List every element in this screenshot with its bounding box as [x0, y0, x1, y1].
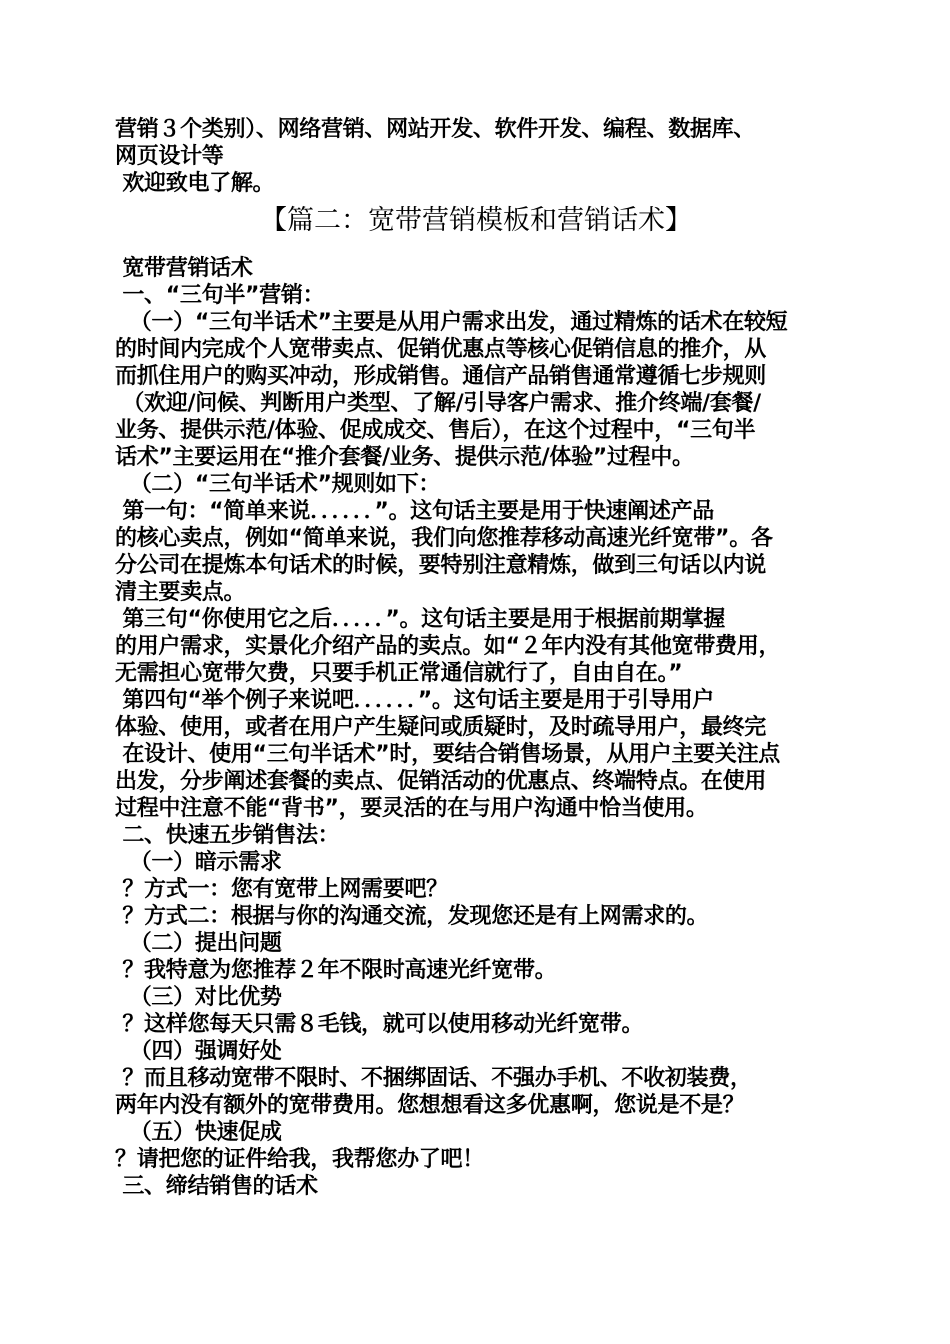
paragraph-line: 无需担心宽带欠费，只要手机正常通信就行了，自由自在。” — [115, 661, 683, 686]
paragraph-line: 第四句“举个例子来说吧．．．．．．”。这句话主要是用于引导用户 — [115, 688, 714, 713]
paragraph-line: 分公司在提炼本句话术的时候，要特别注意精炼，做到三句话以内说 — [115, 553, 767, 578]
list-item: ？这样您每天只需８毛钱，就可以使用移动光纤宽带。 — [115, 1012, 644, 1037]
intro-line: 营销３个类别）、网络营销、网站开发、软件开发、编程、数据库、 — [115, 117, 756, 142]
heading-line: （二）“三句半话术”规则如下： — [115, 472, 441, 497]
subheading-line: （三）对比优势 — [115, 985, 282, 1010]
paragraph-line: 两年内没有额外的宽带费用。您想想看这多优惠啊，您说是不是？ — [115, 1093, 745, 1118]
paragraph-line: 而抓住用户的购买冲动，形成销售。通信产品销售通常遵循七步规则 — [115, 364, 767, 389]
heading-line: 二、快速五步销售法： — [115, 823, 340, 848]
paragraph-line: （一）“三句半话术”主要是从用户需求出发，通过精炼的话术在较短 — [115, 310, 788, 335]
body-text — [115, 255, 837, 1200]
paragraph-line: 第一句：“简单来说．．．．．．”。这句话主要是用于快速阐述产品 — [115, 499, 714, 524]
list-item: ？请把您的证件给我，我帮您办了吧！ — [115, 1147, 484, 1172]
paragraph-line: 在设计、使用“三句半话术”时，要结合销售场景，从用户主要关注点 — [115, 742, 780, 767]
paragraph-line: 的时间内完成个人宽带卖点、促销优惠点等核心促销信息的推介，从 — [115, 337, 767, 362]
paragraph-line: 清主要卖点。 — [115, 580, 246, 605]
intro-line: 网页设计等 — [115, 144, 224, 169]
paragraph-line: 过程中注意不能“背书”，要灵活的在与用户沟通中恰当使用。 — [115, 796, 708, 821]
subheading-line: （二）提出问题 — [115, 931, 282, 956]
paragraph-line: 体验、使用，或者在用户产生疑问或质疑时，及时疏导用户，最终完 — [115, 715, 767, 740]
list-item: ？而且移动宽带不限时、不捆绑固话、不强办手机、不收初装费， — [115, 1066, 752, 1091]
intro-line: 欢迎致电了解。 — [115, 171, 275, 196]
section-title: 【篇二：宽带营销模板和营销话术】 — [260, 205, 692, 236]
list-item: ？我特意为您推荐２年不限时高速光纤宽带。 — [115, 958, 557, 983]
subheading-line: （四）强调好处 — [115, 1039, 282, 1064]
list-item: ？方式二：根据与你的沟通交流，发现您还是有上网需求的。 — [115, 904, 709, 929]
subheading-line: （一）暗示需求 — [115, 850, 282, 875]
document-page — [115, 116, 837, 1200]
heading-line: 一、“三句半”营销： — [115, 283, 325, 308]
heading-line: 宽带营销话术 — [115, 256, 253, 281]
heading-line: 三、缔结销售的话术 — [115, 1174, 318, 1199]
paragraph-line: 的用户需求，实景化介绍产品的卖点。如“２年内没有其他宽带费用， — [115, 634, 781, 659]
paragraph-line: 业务、提供示范/体验、促成成交、售后），在这个过程中，“三句半 — [115, 418, 756, 443]
subheading-line: （五）快速促成 — [115, 1120, 282, 1145]
list-item: ？方式一：您有宽带上网需要吧？ — [115, 877, 448, 902]
paragraph-line: 话术”主要运用在“推介套餐/业务、提供示范/体验”过程中。 — [115, 445, 694, 470]
paragraph-line: 第三句“你使用它之后．．．．．”。这句话主要是用于根据前期掌握 — [115, 607, 725, 632]
paragraph-line: （欢迎/问候、判断用户类型、了解/引导客户需求、推介终端/套餐/ — [115, 391, 761, 416]
paragraph-line: 的核心卖点，例如“简单来说，我们向您推荐移动高速光纤宽带”。各 — [115, 526, 773, 551]
paragraph-line: 出发，分步阐述套餐的卖点、促销活动的优惠点、终端特点。在使用 — [115, 769, 767, 794]
